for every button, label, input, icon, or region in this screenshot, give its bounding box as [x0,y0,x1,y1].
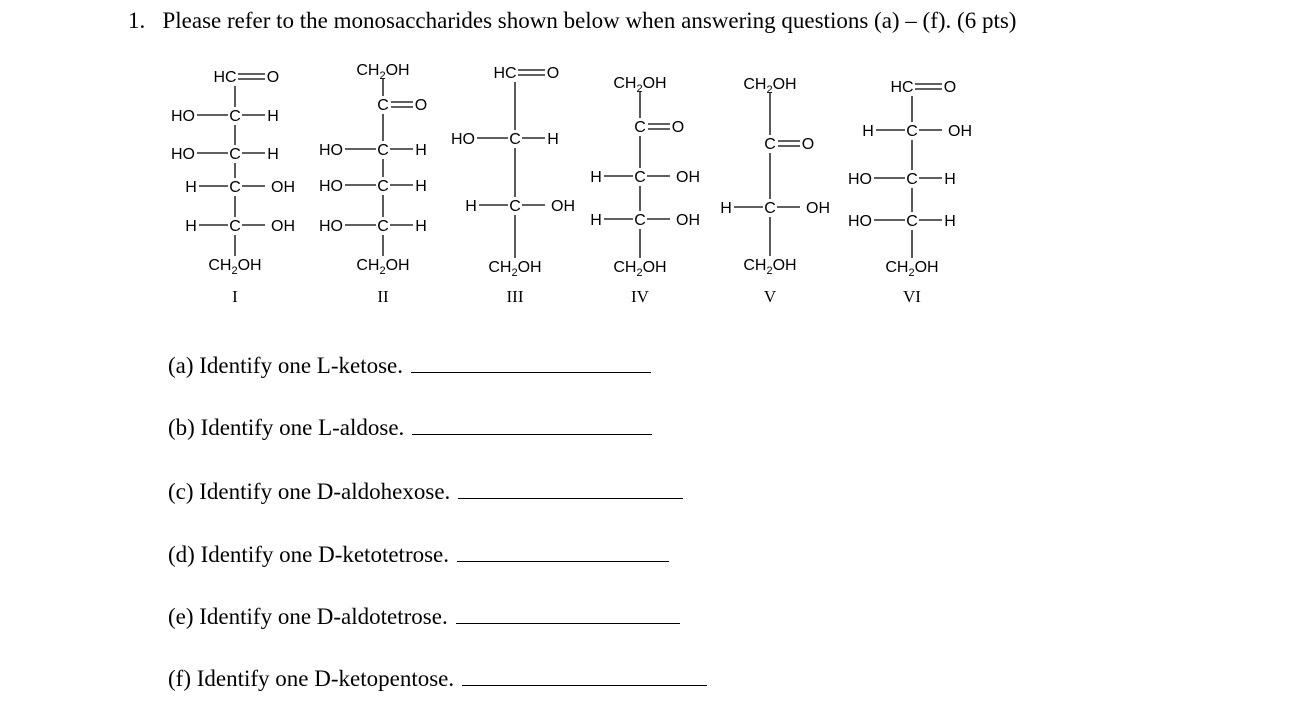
structure-v [720,76,830,306]
structure-iii-row-2-right-oh: OH [551,198,575,215]
subquestion-f-text: (f) Identify one D-ketopentose. [168,666,455,691]
structure-iv-bottom-ch2oh: $CH_2OH$ [613,259,667,279]
structure-iii-aldehyde-o: O [546,65,560,82]
structure-ii-label: II [377,287,389,306]
structure-vi-row-3-carbon: C [906,213,918,230]
structure-iv-row-1-carbon: C [634,169,646,186]
structure-iii-aldehyde-hc: HC [493,65,517,82]
structure-v-row-1-carbon: C [764,200,776,217]
structure-iv-row-2-carbon: C [634,212,646,229]
structure-v-top-ch2oh: $CH_2OH$ [743,76,797,96]
structure-iv-row-1-left-h: H [590,169,602,186]
structure-i-row-2-left-ho: HO [171,146,195,163]
structure-iii-row-1-right-h: H [547,131,559,148]
structure-i-bottom-ch2oh: $CH_2OH$ [208,257,262,277]
structure-i-row-4-right-oh: OH [271,218,295,235]
structure-i-row-3-carbon: C [229,179,241,196]
subquestion-b-answer-blank[interactable] [412,412,652,435]
structure-ii-row-2-right-h: H [415,178,427,195]
structure-vi-row-3-left-ho: HO [848,213,872,230]
structure-ii-top-ch2oh: $CH_2OH$ [356,62,410,82]
structure-vi-row-2-left-ho: HO [848,171,872,188]
structure-i-row-1-left-ho: HO [171,108,195,125]
structure-ii-carbonyl-c: C [377,97,389,114]
structure-v-row-1-right-oh: OH [806,200,830,217]
structure-iv-row-2-right-oh: OH [676,212,700,229]
subquestion-c-answer-blank[interactable] [458,476,683,499]
structure-i-row-3-left-h: H [185,179,197,196]
structure-ii-row-1-carbon: C [377,142,389,159]
structure-iv-carbonyl-o: O [671,119,685,136]
subquestion-f [168,663,707,692]
structure-ii-row-2-left-ho: HO [319,178,343,195]
structure-v-carbonyl-c: C [764,136,776,153]
subquestion-b [168,412,652,441]
subquestion-c [168,476,683,505]
structure-vi-row-3-right-h: H [944,213,956,230]
structure-i-aldehyde-o: O [266,69,280,86]
structure-v-label: V [763,287,777,306]
structure-i-row-2-carbon: C [229,146,241,163]
structure-v-carbonyl-o: O [801,136,815,153]
structure-iv-carbonyl-c: C [634,119,646,136]
subquestion-a-text: (a) Identify one L-ketose. [168,353,404,378]
structure-i-row-4-carbon: C [229,218,241,235]
structure-ii-row-3-carbon: C [377,218,389,235]
question-text: Please refer to the monosaccharides shown below when answering questions (a) – (f). (6 pts) [162,8,1017,33]
structure-iii [451,65,575,306]
structure-iv-row-2-left-h: H [590,212,602,229]
structure-iii-row-2-carbon: C [509,198,521,215]
structure-iii-bottom-ch2oh: $CH_2OH$ [488,259,542,279]
structure-vi-row-2-right-h: H [944,171,956,188]
structure-vi-row-1-left-h: H [862,123,874,140]
subquestion-f-answer-blank[interactable] [462,663,707,686]
structure-i-row-2-right-h: H [267,146,279,163]
structure-vi-aldehyde-hc: HC [890,79,914,96]
structure-ii-carbonyl-o: O [414,97,428,114]
structure-vi [848,79,972,306]
structure-v-bottom-ch2oh: $CH_2OH$ [743,257,797,277]
structure-iii-row-2-left-h: H [465,198,477,215]
structure-vi-row-2-carbon: C [906,171,918,188]
structure-ii-row-3-left-ho: HO [319,218,343,235]
structure-iii-row-1-carbon: C [509,131,521,148]
subquestion-a-answer-blank[interactable] [411,350,651,373]
structure-vi-label: VI [903,287,921,306]
structure-i [171,69,295,306]
structure-iv-row-1-right-oh: OH [676,169,700,186]
structure-vi-aldehyde-o: O [943,79,957,96]
structure-i-row-4-left-h: H [185,218,197,235]
structure-i-aldehyde-hc: HC [213,69,237,86]
subquestion-b-text: (b) Identify one L-aldose. [168,415,405,440]
fischer-projections [0,0,1290,330]
subquestion-e [168,601,680,630]
structure-iii-row-1-left-ho: HO [451,131,475,148]
structure-iii-label: III [506,287,524,306]
structure-ii-row-1-right-h: H [415,142,427,159]
subquestion-a [168,350,651,379]
structure-iv-top-ch2oh: $CH_2OH$ [613,75,667,95]
question-number: 1. [128,8,146,33]
structure-ii-row-3-right-h: H [415,218,427,235]
subquestion-d [168,539,669,568]
structure-ii [319,62,427,306]
subquestion-c-text: (c) Identify one D-aldohexose. [168,479,451,504]
structure-v-row-1-left-h: H [720,200,732,217]
structure-ii-row-1-left-ho: HO [319,142,343,159]
structure-vi-row-1-carbon: C [906,123,918,140]
subquestion-d-text: (d) Identify one D-ketotetrose. [168,542,450,567]
structure-iv-label: IV [631,287,649,306]
structure-vi-bottom-ch2oh: $CH_2OH$ [885,259,939,279]
structure-i-row-1-right-h: H [267,108,279,125]
structure-i-row-3-right-oh: OH [271,179,295,196]
structure-i-label: I [232,287,238,306]
structure-vi-row-1-right-oh: OH [948,123,972,140]
subquestion-e-text: (e) Identify one D-aldotetrose. [168,604,448,629]
structure-ii-row-2-carbon: C [377,178,389,195]
structure-i-row-1-carbon: C [229,108,241,125]
structure-ii-bottom-ch2oh: $CH_2OH$ [356,257,410,277]
subquestion-e-answer-blank[interactable] [456,601,680,624]
structure-iv [590,75,700,306]
subquestion-d-answer-blank[interactable] [457,539,669,562]
